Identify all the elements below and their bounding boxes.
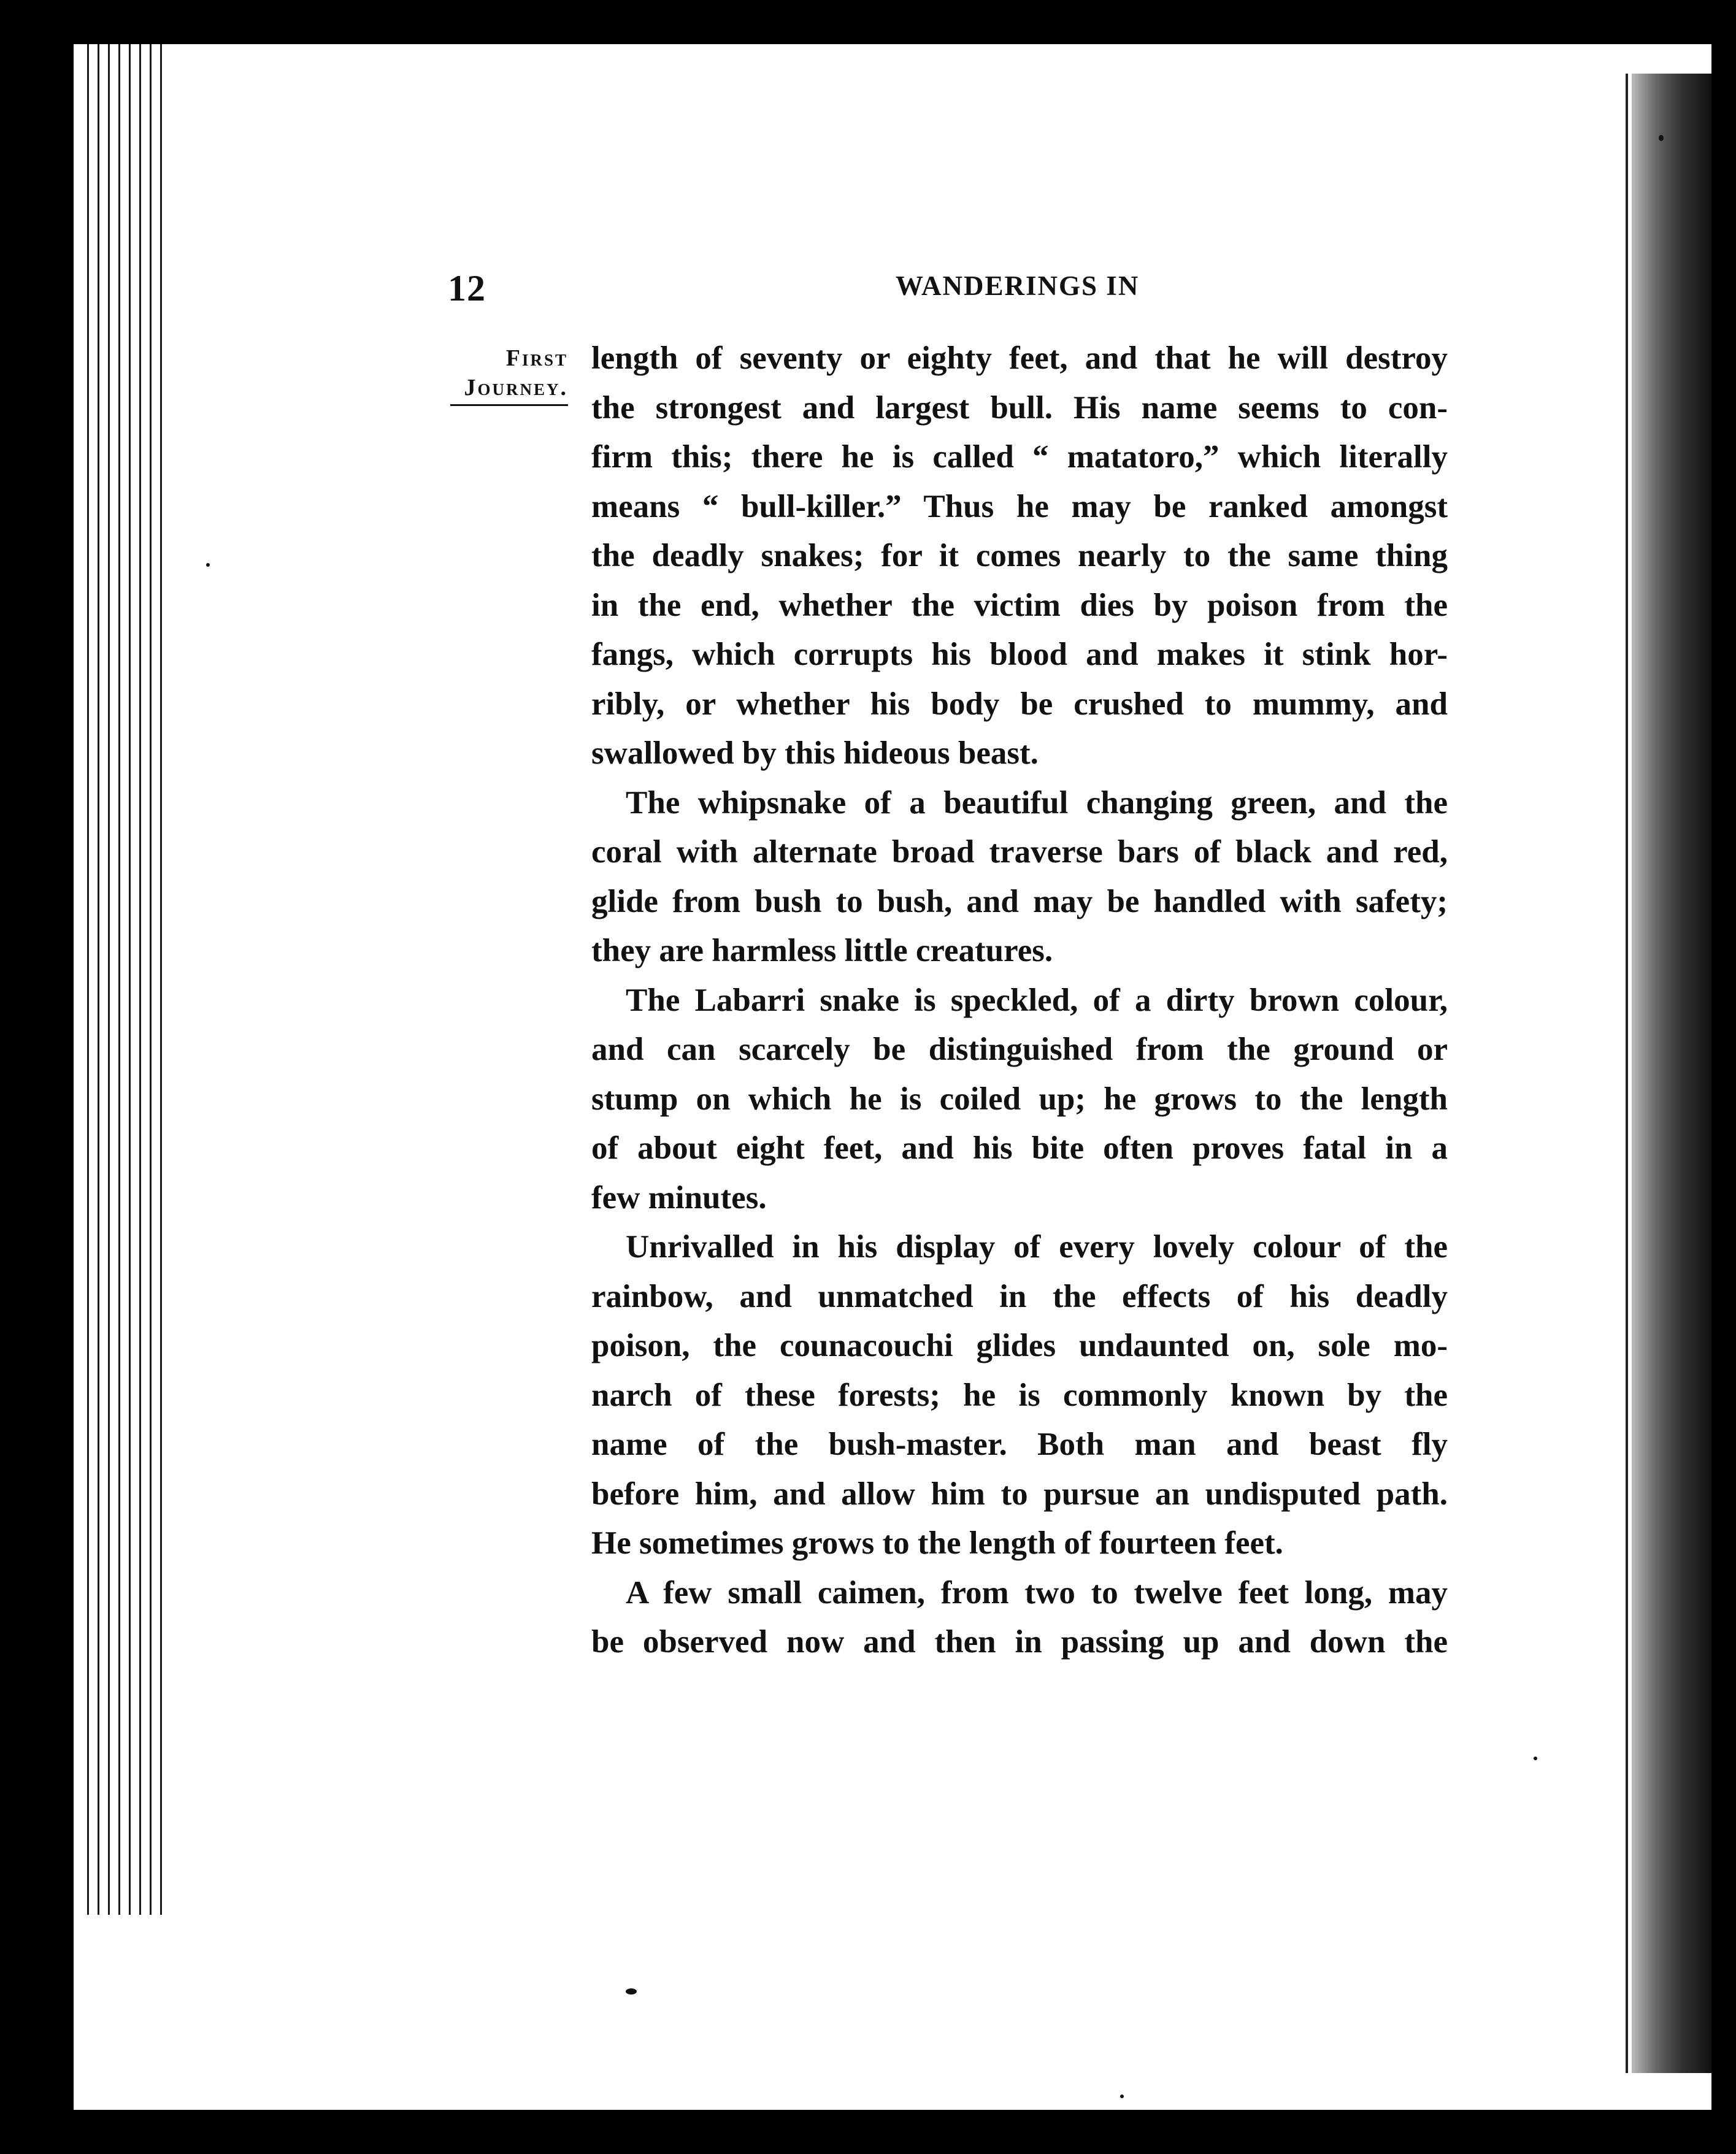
- text-line: few minutes.: [591, 1179, 767, 1216]
- text-line: be observed now and then in passing up and down the: [591, 1624, 1448, 1660]
- text-line: means “ bull-killer.” Thus he may be ranked amongst: [591, 488, 1448, 524]
- scan-border-top: [0, 0, 1736, 44]
- text-line: Unrivalled in his display of every lovely colour of the: [626, 1229, 1448, 1265]
- text-line: they are harmless little creatures.: [591, 933, 1053, 968]
- text-line: rainbow, and unmatched in the effects of his deadly: [591, 1278, 1448, 1314]
- text-line: in the end, whether the victim dies by poison from the: [591, 587, 1448, 623]
- page-edges-left: [79, 44, 164, 1915]
- text-line: swallowed by this hideous beast.: [591, 735, 1039, 771]
- text-line: before him, and allow him to pursue an undisputed path.: [591, 1476, 1448, 1512]
- text-line: The whipsnake of a beautiful changing green, and the: [626, 784, 1448, 821]
- body-text: [591, 334, 1448, 1667]
- scan-speck: [1120, 2095, 1124, 2098]
- scan-border-right: [1711, 0, 1736, 2154]
- text-line: and can scarcely be distinguished from the ground or: [591, 1032, 1448, 1067]
- side-note-line-2: Journey.: [464, 375, 568, 401]
- text-line: of about eight feet, and his bite often proves fatal in a: [591, 1130, 1448, 1166]
- scan-border-left: [0, 0, 74, 2154]
- text-line: ribly, or whether his body be crushed to mummy, and: [591, 686, 1448, 722]
- text-line: the strongest and largest bull. His name seems to con-: [591, 389, 1448, 426]
- scan-speck: [1534, 1757, 1537, 1760]
- text-line: poison, the counacouchi glides undaunted on, sole mo-: [591, 1328, 1448, 1363]
- side-note-rule: [450, 404, 568, 406]
- text-line: fangs, which corrupts his blood and makes it stink hor-: [591, 637, 1448, 672]
- scan-speck: [206, 563, 210, 567]
- scan-speck: [1659, 135, 1664, 141]
- text-line: length of seventy or eighty feet, and that he will destroy: [591, 340, 1448, 376]
- running-head: WANDERINGS IN: [896, 270, 1140, 301]
- page-edge-line: [1626, 74, 1628, 2073]
- text-line: The Labarri snake is speckled, of a dirty brown colour,: [626, 982, 1448, 1018]
- page-number: 12: [448, 268, 486, 309]
- text-line: name of the bush-master. Both man and beast fly: [591, 1427, 1448, 1462]
- text-line: A few small caimen, from two to twelve feet long, may: [626, 1574, 1448, 1611]
- scan-border-bottom: [0, 2110, 1736, 2154]
- page-edges-right: [1632, 74, 1711, 2073]
- side-note: [448, 343, 568, 402]
- text-line: He sometimes grows to the length of fourteen feet.: [591, 1525, 1283, 1561]
- scan-speck: [626, 1988, 637, 1995]
- text-line: coral with alternate broad traverse bars of black and red,: [591, 834, 1448, 870]
- side-note-line-1: First: [505, 345, 568, 371]
- text-line: stump on which he is coiled up; he grows to the length: [591, 1081, 1448, 1117]
- text-line: firm this; there he is called “ matatoro,” which literally: [591, 439, 1448, 475]
- text-line: glide from bush to bush, and may be handled with safety;: [591, 883, 1448, 919]
- text-line: narch of these forests; he is commonly known by the: [591, 1377, 1448, 1413]
- text-line: the deadly snakes; for it comes nearly to the same thing: [591, 538, 1448, 573]
